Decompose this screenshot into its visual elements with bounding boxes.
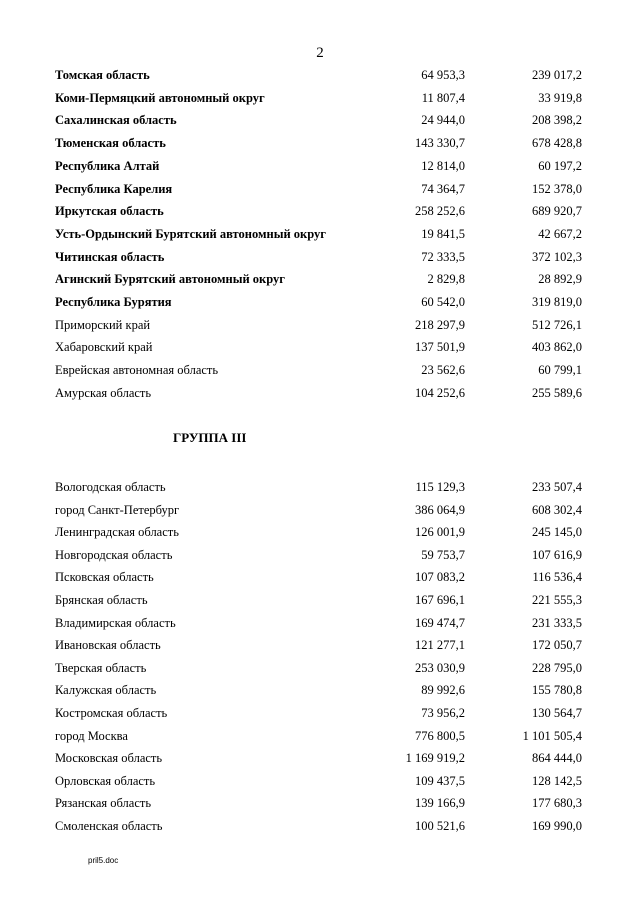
table-row <box>0 180 640 198</box>
table-row <box>0 817 640 835</box>
table-row <box>0 89 640 107</box>
value-column-1: 19 841,5 <box>421 226 465 241</box>
value-column-2: 245 145,0 <box>532 525 582 540</box>
value-column-2: 60 799,1 <box>538 363 582 378</box>
table-row <box>0 523 640 541</box>
value-column-2: 239 017,2 <box>532 68 582 82</box>
table-row <box>0 659 640 677</box>
value-column-2: 403 862,0 <box>532 340 582 355</box>
table-row <box>0 111 640 129</box>
value-column-2: 689 920,7 <box>532 204 582 219</box>
value-column-1: 137 501,9 <box>415 340 465 355</box>
value-column-1: 167 696,1 <box>415 593 465 607</box>
region-name: Ленинградская область <box>55 525 179 540</box>
region-name: Московская область <box>55 751 163 766</box>
region-name: Ивановская область <box>55 638 161 653</box>
value-column-2: 155 780,8 <box>532 683 582 698</box>
region-name: Республика Карелия <box>55 181 173 196</box>
value-column-2: 319 819,0 <box>532 295 582 309</box>
value-column-1: 386 064,9 <box>415 502 465 517</box>
table-row <box>0 225 640 243</box>
table-row <box>0 66 640 84</box>
region-name: Республика Алтай <box>55 158 160 173</box>
value-column-2: 28 892,9 <box>538 272 582 287</box>
region-name: Брянская область <box>55 593 148 607</box>
table-row <box>0 546 640 564</box>
group-heading: ГРУППА III <box>173 430 247 445</box>
value-column-1: 11 807,4 <box>421 90 465 105</box>
value-column-2: 221 555,3 <box>532 593 582 607</box>
footer-filename: pril5.doc <box>88 856 119 865</box>
value-column-2: 233 507,4 <box>532 480 582 494</box>
region-name: город Москва <box>55 728 128 743</box>
region-name: Сахалинская область <box>55 113 177 128</box>
table-row <box>0 248 640 266</box>
value-column-1: 169 474,7 <box>415 615 465 630</box>
region-name: Костромская область <box>55 706 168 720</box>
region-name: Иркутская область <box>55 204 164 219</box>
value-column-2: 208 398,2 <box>532 113 582 128</box>
value-column-2: 228 795,0 <box>532 660 582 675</box>
table-row <box>0 316 640 334</box>
value-column-1: 776 800,5 <box>415 728 465 743</box>
value-column-1: 115 129,3 <box>415 480 465 494</box>
value-column-2: 864 444,0 <box>532 751 582 766</box>
value-column-1: 143 330,7 <box>415 136 465 151</box>
value-column-2: 372 102,3 <box>532 249 582 264</box>
value-column-2: 1 101 505,4 <box>522 728 582 743</box>
value-column-1: 253 030,9 <box>415 660 465 675</box>
value-column-2: 116 536,4 <box>532 570 582 585</box>
region-name: Еврейская автономная область <box>55 363 219 378</box>
table-row <box>0 270 640 288</box>
value-column-1: 258 252,6 <box>415 204 465 219</box>
value-column-1: 100 521,6 <box>415 819 465 833</box>
region-name: Республика Бурятия <box>55 295 172 309</box>
value-column-2: 177 680,3 <box>532 796 582 811</box>
value-column-2: 33 919,8 <box>538 90 582 105</box>
table-row <box>0 591 640 609</box>
table-row <box>0 361 640 379</box>
table-row <box>0 704 640 722</box>
table-row <box>0 568 640 586</box>
page-number: 2 <box>316 45 324 61</box>
region-name: Калужская область <box>55 683 157 698</box>
value-column-2: 60 197,2 <box>538 158 582 173</box>
value-column-1: 139 166,9 <box>415 796 465 811</box>
region-name: Агинский Бурятский автономный округ <box>55 272 285 287</box>
value-column-1: 89 992,6 <box>421 683 465 698</box>
region-name: Рязанская область <box>55 796 152 811</box>
region-name: город Санкт-Петербург <box>55 502 180 517</box>
table-row <box>0 614 640 632</box>
table-row <box>0 293 640 311</box>
value-column-2: 130 564,7 <box>532 706 582 720</box>
table-row <box>0 727 640 745</box>
region-name: Приморский край <box>55 317 151 332</box>
value-column-1: 72 333,5 <box>421 249 465 264</box>
table-row <box>0 338 640 356</box>
region-name: Тверская область <box>55 660 147 675</box>
region-name: Владимирская область <box>55 615 176 630</box>
value-column-2: 172 050,7 <box>532 638 582 653</box>
value-column-1: 2 829,8 <box>427 272 465 287</box>
table-row <box>0 636 640 654</box>
value-column-2: 107 616,9 <box>532 547 582 562</box>
value-column-1: 218 297,9 <box>415 317 465 332</box>
region-name: Вологодская область <box>55 480 166 494</box>
region-name: Усть-Ордынский Бурятский автономный округ <box>55 226 326 241</box>
region-name: Псковская область <box>55 570 154 585</box>
region-name: Хабаровский край <box>55 340 153 355</box>
value-column-1: 24 944,0 <box>421 113 465 128</box>
value-column-1: 12 814,0 <box>421 158 465 173</box>
table-row <box>0 749 640 767</box>
value-column-1: 60 542,0 <box>421 295 465 309</box>
value-column-2: 678 428,8 <box>532 136 582 151</box>
region-name: Тюменская область <box>55 136 166 151</box>
value-column-1: 74 364,7 <box>421 181 465 196</box>
value-column-1: 73 956,2 <box>421 706 465 720</box>
region-name: Амурская область <box>55 385 152 400</box>
value-column-2: 608 302,4 <box>532 502 582 517</box>
value-column-1: 104 252,6 <box>415 385 465 400</box>
value-column-2: 231 333,5 <box>532 615 582 630</box>
value-column-1: 107 083,2 <box>415 570 465 585</box>
table-row <box>0 501 640 519</box>
region-name: Коми-Пермяцкий автономный округ <box>55 90 265 105</box>
table-row <box>0 794 640 812</box>
value-column-1: 1 169 919,2 <box>405 751 465 766</box>
value-column-2: 169 990,0 <box>532 819 582 833</box>
region-name: Смоленская область <box>55 819 163 833</box>
value-column-2: 512 726,1 <box>532 317 582 332</box>
table-row <box>0 157 640 175</box>
table-row <box>0 202 640 220</box>
table-row <box>0 681 640 699</box>
value-column-1: 64 953,3 <box>421 68 465 82</box>
value-column-1: 121 277,1 <box>415 638 465 653</box>
value-column-1: 109 437,5 <box>415 773 465 788</box>
value-column-2: 152 378,0 <box>532 181 582 196</box>
value-column-1: 23 562,6 <box>421 363 465 378</box>
value-column-1: 59 753,7 <box>421 547 465 562</box>
table-row <box>0 134 640 152</box>
value-column-2: 255 589,6 <box>532 385 582 400</box>
region-name: Читинская область <box>55 249 165 264</box>
value-column-2: 42 667,2 <box>538 226 582 241</box>
value-column-2: 128 142,5 <box>532 773 582 788</box>
region-name: Томская область <box>55 68 150 82</box>
region-name: Новгородская область <box>55 547 173 562</box>
table-row <box>0 478 640 496</box>
table-row <box>0 772 640 790</box>
region-name: Орловская область <box>55 773 156 788</box>
value-column-1: 126 001,9 <box>415 525 465 540</box>
table-row <box>0 384 640 402</box>
